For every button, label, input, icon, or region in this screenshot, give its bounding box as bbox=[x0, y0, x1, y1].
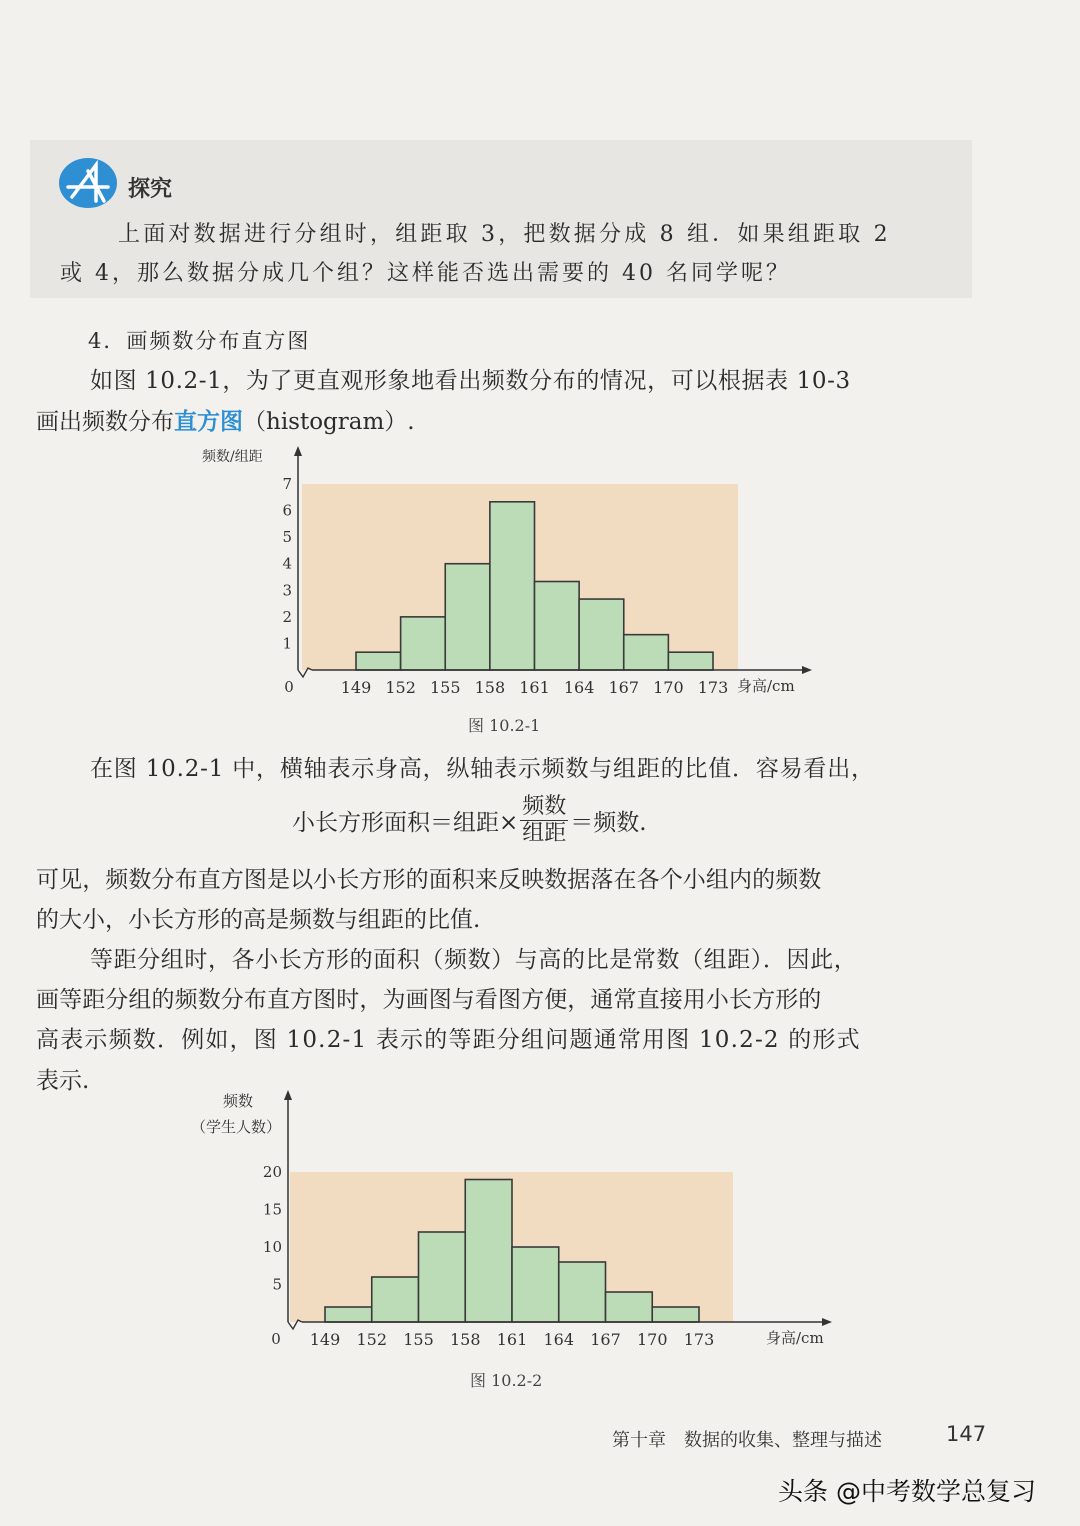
formula-right: ＝频数. bbox=[570, 809, 647, 836]
formula-fraction bbox=[520, 794, 568, 847]
histogram-bar bbox=[579, 599, 624, 670]
x-tick-label: 155 bbox=[429, 678, 461, 697]
paragraph-4-line-3: 高表示频数．例如，图 10.2-1 表示的等距分组问题通常用图 10.2-2 的形式 bbox=[36, 1027, 861, 1053]
y-tick-label: 3 bbox=[282, 581, 292, 600]
paragraph-4-line-4: 表示. bbox=[36, 1068, 90, 1094]
origin-label: 0 bbox=[271, 1330, 281, 1348]
x-tick-label: 158 bbox=[474, 678, 506, 697]
y-tick-label: 15 bbox=[262, 1200, 282, 1219]
histogram-bar bbox=[512, 1247, 559, 1322]
histogram-bar bbox=[401, 617, 446, 670]
x-tick-label: 170 bbox=[653, 678, 684, 697]
y-axis-label: 频数/组距 bbox=[202, 449, 263, 465]
paragraph-2: 在图 10.2-1 中，横轴表示身高，纵轴表示频数与组距的比值．容易看出， bbox=[90, 756, 875, 782]
histogram-bar bbox=[668, 652, 713, 670]
figure-caption-10-2-1: 图 10.2-1 bbox=[468, 716, 541, 735]
x-tick-label: 158 bbox=[449, 1330, 481, 1349]
explore-title: 探究 bbox=[128, 177, 173, 202]
histogram-bar bbox=[490, 502, 535, 670]
x-axis-arrow bbox=[802, 666, 812, 674]
histogram-bar bbox=[559, 1262, 606, 1322]
x-axis-label: 身高/cm bbox=[737, 677, 795, 695]
paragraph-3-line-2: 的大小，小长方形的高是频数与组距的比值. bbox=[36, 907, 481, 933]
x-tick-label: 152 bbox=[385, 678, 416, 697]
x-tick-label: 161 bbox=[519, 678, 550, 697]
x-tick-label: 173 bbox=[683, 1330, 715, 1349]
paragraph-1-line-1: 如图 10.2-1，为了更直观形象地看出频数分布的情况，可以根据表 10-3 bbox=[90, 368, 851, 394]
area-formula bbox=[292, 790, 647, 850]
formula-left: 小长方形面积＝组距× bbox=[292, 809, 519, 836]
histogram-english: （histogram）. bbox=[243, 409, 415, 435]
paragraph-1-line-2 bbox=[36, 403, 415, 436]
histogram-bar bbox=[372, 1277, 419, 1322]
x-tick-label: 155 bbox=[403, 1330, 434, 1349]
section-heading: 4．画频数分布直方图 bbox=[88, 329, 311, 353]
formula-denominator: 组距 bbox=[522, 820, 567, 846]
paragraph-1-text: 画出频数分布 bbox=[36, 409, 174, 435]
axis-break-mark bbox=[298, 668, 312, 677]
histogram-bar bbox=[445, 564, 490, 670]
y-axis-label-sub: （学生人数） bbox=[190, 1118, 282, 1136]
paragraph-3-line-1: 可见，频数分布直方图是以小长方形的面积来反映数据落在各个小组内的频数 bbox=[36, 867, 822, 893]
histogram-bar bbox=[606, 1292, 653, 1322]
y-axis-label: 频数 bbox=[222, 1092, 254, 1110]
y-tick-label: 20 bbox=[262, 1163, 282, 1181]
y-axis-arrow bbox=[294, 446, 302, 456]
histogram-bar bbox=[465, 1180, 512, 1323]
x-tick-label: 152 bbox=[356, 1330, 388, 1349]
y-tick-label: 10 bbox=[262, 1238, 282, 1256]
paragraph-4-line-2: 画等距分组的频数分布直方图时，为画图与看图方便，通常直接用小长方形的 bbox=[36, 987, 822, 1013]
histogram-bar bbox=[419, 1232, 466, 1322]
histogram-bar bbox=[325, 1307, 372, 1322]
y-tick-label: 4 bbox=[282, 554, 292, 573]
figure-caption-10-2-2: 图 10.2-2 bbox=[470, 1371, 543, 1390]
plot-background bbox=[290, 1172, 733, 1322]
histogram-bar bbox=[652, 1307, 699, 1322]
explore-logo-icon bbox=[58, 157, 118, 209]
y-tick-label: 2 bbox=[282, 607, 292, 626]
histogram-keyword: 直方图 bbox=[174, 409, 243, 435]
explore-text-line-1: 上面对数据进行分组时，组距取 3，把数据分成 8 组．如果组距取 2 bbox=[118, 222, 891, 247]
y-tick-label: 6 bbox=[282, 501, 292, 520]
x-tick-label: 164 bbox=[563, 678, 595, 697]
x-tick-label: 167 bbox=[608, 678, 640, 697]
plot-background bbox=[302, 484, 738, 670]
y-tick-label: 5 bbox=[272, 1275, 282, 1294]
origin-label: 0 bbox=[284, 678, 294, 696]
y-tick-label: 7 bbox=[282, 475, 292, 493]
x-axis-arrow bbox=[822, 1318, 832, 1326]
paragraph-4-line-1: 等距分组时，各小长方形的面积（频数）与高的比是常数（组距）．因此， bbox=[90, 947, 858, 973]
axis-break-mark bbox=[288, 1320, 302, 1329]
y-axis-arrow bbox=[284, 1090, 292, 1100]
x-tick-label: 170 bbox=[636, 1330, 668, 1349]
histogram-bar bbox=[356, 652, 401, 670]
y-tick-label: 5 bbox=[282, 528, 292, 547]
footer-chapter-title: 第十章 数据的收集、整理与描述 bbox=[612, 1430, 882, 1451]
histogram-bar bbox=[535, 582, 580, 670]
x-tick-label: 161 bbox=[496, 1330, 528, 1349]
page-number: 147 bbox=[946, 1422, 987, 1446]
x-tick-label: 164 bbox=[543, 1330, 575, 1349]
x-tick-label: 149 bbox=[340, 678, 372, 697]
histogram-bar bbox=[624, 635, 669, 670]
x-axis-label: 身高/cm bbox=[766, 1329, 824, 1347]
x-tick-label: 167 bbox=[590, 1330, 621, 1349]
formula-numerator: 频数 bbox=[522, 793, 567, 819]
x-tick-label: 149 bbox=[309, 1330, 341, 1349]
watermark: 头条 @中考数学总复习 bbox=[778, 1477, 1036, 1506]
explore-text-line-2: 或 4，那么数据分成几个组？这样能否选出需要的 40 名同学呢？ bbox=[60, 261, 791, 286]
y-tick-label: 1 bbox=[282, 634, 292, 653]
x-tick-label: 173 bbox=[697, 678, 729, 697]
